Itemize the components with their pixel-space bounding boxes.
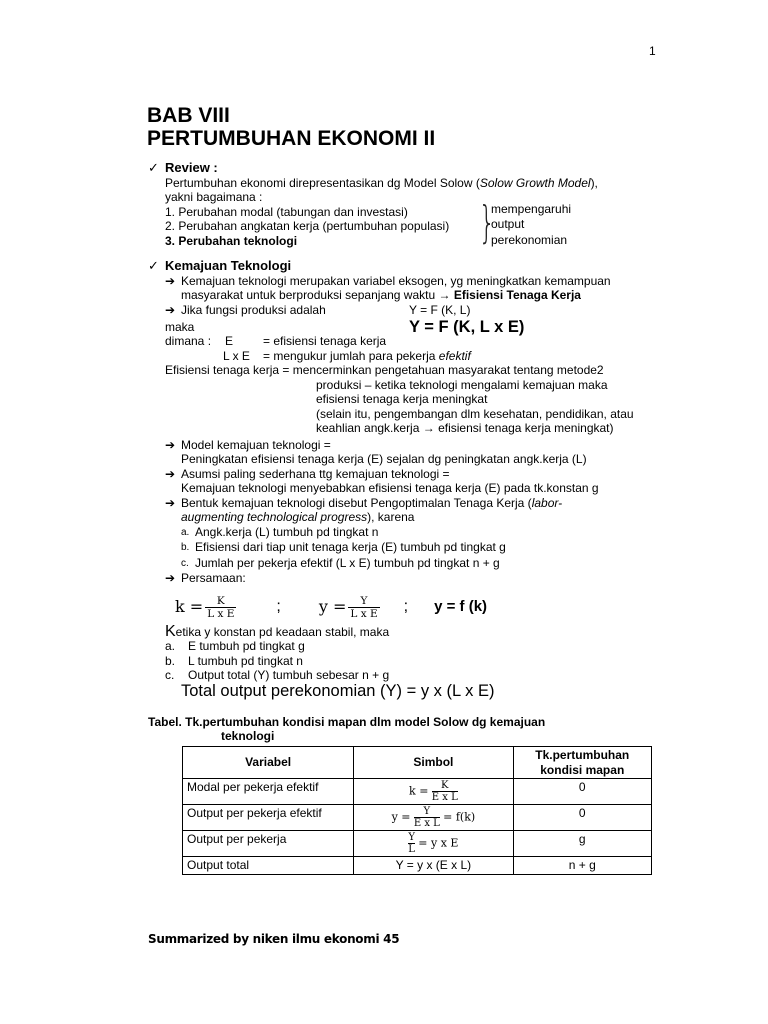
bullet-model	[165, 438, 668, 453]
table-cell-symbol	[354, 831, 513, 857]
review-intro	[165, 176, 668, 191]
bullet-text: Jika fungsi produksi adalah	[181, 302, 326, 317]
def-symbol: L x E	[223, 348, 250, 363]
symbol-fraction	[432, 780, 458, 803]
frac-num: Y	[423, 806, 431, 817]
augmented-production-formula: Y = F (K, L x E)	[409, 317, 525, 336]
equations-row	[165, 590, 668, 626]
total-output-formula: Total output perekonomian (Y) = y x (L x E)	[181, 681, 495, 700]
production-formula: Y = F (K, L)	[409, 302, 471, 317]
review-intro-italic: Solow Growth Model	[479, 175, 591, 190]
symbol-pre: k =	[409, 784, 429, 798]
table-cell: Output total	[183, 857, 354, 875]
caption-line: teknologi	[221, 729, 275, 743]
def-text: = efisiensi tenaga kerja	[263, 334, 387, 348]
table-cell: Output per pekerja	[183, 831, 354, 857]
table-cell-symbol	[354, 779, 513, 805]
arrow-bullet-icon: ➔	[165, 466, 176, 481]
table-caption	[148, 715, 668, 743]
review-intro-line2: yakni bagaimana :	[165, 190, 263, 204]
list-item	[181, 525, 668, 541]
table-cell: 0	[513, 805, 651, 831]
chapter-number: BAB VIII	[147, 104, 230, 127]
ketika-initial: K	[165, 622, 176, 640]
frac-num: Y	[408, 832, 415, 843]
growth-table	[182, 746, 652, 875]
bullet-exogenous-cont	[181, 288, 668, 303]
eff-line: keahlian angk.kerja → efisiensi tenaga kerja meningkat)	[316, 421, 614, 435]
bullet-text: Peningkatan efisiensi tenaga kerja (E) sejalan dg peningkatan angk.kerja (L)	[181, 452, 587, 466]
arrow-bullet-icon: ➔	[165, 571, 176, 585]
list-label: c.	[165, 668, 175, 682]
list-label: a.	[181, 526, 190, 538]
separator: ;	[403, 598, 409, 616]
bentuk-list	[181, 525, 668, 572]
brace-text	[491, 202, 571, 249]
review-intro-text: Pertumbuhan ekonomi direpresentasikan dg Model Solow (	[165, 175, 480, 190]
kemajuan-heading-text: Kemajuan Teknologi	[165, 258, 292, 273]
brace-icon: }	[478, 196, 496, 248]
bullet-bentuk-cont	[181, 510, 668, 525]
symbol-fraction	[408, 832, 415, 855]
bullet-text: Model kemajuan teknologi =	[181, 437, 331, 452]
caption-line: Tabel. Tk.pertumbuhan kondisi mapan dlm model Solow dg kemajuan	[148, 715, 546, 729]
bullet-text: Persamaan:	[181, 571, 246, 585]
table-row	[183, 857, 652, 875]
eq-k-label: k =	[175, 597, 204, 617]
frac-den: L x E	[350, 608, 378, 620]
table-cell: Modal per pekerja efektif	[183, 779, 354, 805]
arrow-bullet-icon: ➔	[165, 302, 176, 317]
bullet-text: Kemajuan teknologi menyebabkan efisiensi tenaga kerja (E) pada tk.konstan g	[181, 481, 599, 495]
maka-text: maka	[165, 319, 195, 334]
eff-line: efisiensi tenaga kerja meningkat	[316, 392, 488, 406]
symbol-post: = y x E	[418, 836, 459, 850]
separator: ;	[276, 598, 281, 616]
ketika-list	[165, 639, 668, 683]
table-row	[183, 805, 652, 831]
bullet-asumsi	[165, 467, 668, 482]
bullet-text: Kemajuan teknologi merupakan variabel eksogen, yg meningkatkan kemampuan	[181, 273, 611, 288]
eq-k-fraction	[205, 595, 236, 620]
dimana-label: dimana :	[165, 334, 212, 348]
efisiensi-definition	[165, 363, 668, 436]
eq-y-fk: y = f (k)	[434, 598, 488, 616]
bullet-text: masyarakat untuk berproduksi sepanjang waktu →	[181, 288, 454, 302]
kemajuan-heading	[148, 259, 668, 274]
table-header: Variabel	[183, 747, 354, 779]
eq-y-fraction	[348, 595, 379, 620]
bullet-exogenous	[165, 274, 668, 289]
table-header: Tk.pertumbuhan kondisi mapan	[513, 747, 651, 779]
table-row	[183, 831, 652, 857]
bullet-italic: labor-	[531, 495, 563, 510]
list-text: Output total (Y) tumbuh sebesar n + g	[188, 668, 390, 682]
eff-line: Efisiensi tenaga kerja = mencerminkan pengetahuan masyarakat tentang metode2	[165, 363, 604, 377]
review-heading-text: Review :	[165, 160, 218, 175]
list-text: L tumbuh pd tingkat n	[188, 653, 303, 668]
chapter-title	[147, 104, 435, 150]
review-item: 2. Perubahan angkatan kerja (pertumbuhan populasi)	[165, 219, 450, 233]
frac-num: K	[440, 780, 449, 791]
table-cell: Output per pekerja efektif	[183, 805, 354, 831]
maka-row	[165, 317, 668, 334]
arrow-bullet-icon: ➔	[165, 273, 176, 288]
list-item	[181, 556, 668, 572]
chapter-name: PERTUMBUHAN EKONOMI II	[147, 127, 436, 150]
eff-line: (selain itu, pengembangan dlm kesehatan, pendidikan, atau	[316, 406, 634, 421]
frac-num: Y	[360, 595, 368, 607]
brace-line: mempengaruhi	[491, 201, 572, 216]
definitions	[165, 334, 668, 363]
review-heading	[148, 161, 668, 176]
page-number: 1	[649, 44, 656, 58]
review-item: 3. Perubahan teknologi	[165, 233, 298, 248]
table-cell: g	[513, 831, 651, 857]
list-text: Efisiensi dari tiap unit tenaga kerja (E) tumbuh pd tingkat g	[195, 540, 506, 554]
review-intro-end: ),	[590, 175, 598, 190]
bullet-text: Bentuk kemajuan teknologi disebut Pengoptimalan Tenaga Kerja (	[181, 495, 532, 510]
review-item: 1. Perubahan modal (tabungan dan investasi)	[165, 204, 408, 219]
eff-line: produksi – ketika teknologi mengalami kemajuan maka	[316, 377, 608, 392]
document-body	[148, 161, 668, 875]
bullet-bentuk	[165, 496, 668, 511]
bullet-italic: augmenting technological progress	[181, 510, 368, 524]
brace-line: output	[491, 217, 525, 231]
ketika-text: etika y konstan pd keadaan stabil, maka	[175, 624, 390, 639]
def-text: = mengukur jumlah para pekerja	[263, 348, 439, 363]
table-cell-symbol	[354, 805, 513, 831]
list-label: c.	[181, 557, 189, 569]
def-text-italic: efektif	[438, 348, 471, 363]
bullet-text: Asumsi paling sederhana ttg kemajuan teknologi =	[181, 466, 450, 481]
bullet-production-fn	[165, 303, 668, 318]
list-label: a.	[165, 639, 176, 653]
bullet-text: ), karena	[367, 510, 415, 524]
list-item	[181, 540, 668, 556]
arrow-bullet-icon: ➔	[165, 437, 176, 452]
list-text: E tumbuh pd tingkat g	[188, 639, 305, 653]
list-item	[165, 668, 668, 683]
table-row	[183, 779, 652, 805]
def-symbol: E	[225, 334, 234, 348]
frac-den: L	[408, 844, 415, 855]
efisiensi-bold: Efisiensi Tenaga Kerja	[453, 288, 581, 302]
list-label: b.	[181, 542, 190, 553]
table-cell: 0	[513, 779, 651, 805]
arrow-bullet-icon: ➔	[165, 495, 176, 510]
ketika-line	[165, 622, 668, 640]
table-cell: Y = y x (E x L)	[354, 857, 513, 875]
list-item	[165, 654, 668, 669]
frac-num: K	[216, 595, 225, 607]
frac-den: E x L	[431, 792, 458, 803]
list-text: Jumlah per pekerja efektif (L x E) tumbuh pd tingkat n + g	[195, 555, 500, 570]
checkmark-icon: ✓	[148, 160, 159, 175]
table-header-row	[183, 747, 652, 779]
checkmark-icon: ✓	[148, 258, 159, 273]
frac-den: E x L	[413, 818, 440, 829]
table-cell: n + g	[513, 857, 651, 875]
list-text: Angk.kerja (L) tumbuh pd tingkat n	[195, 524, 379, 539]
brace-line: perekonomian	[491, 232, 568, 247]
frac-den: L x E	[207, 608, 235, 620]
list-item	[165, 639, 668, 654]
list-label: b.	[165, 653, 176, 668]
bullet-persamaan	[165, 571, 668, 586]
eq-y-label: y =	[318, 597, 347, 617]
symbol-post: = f(k)	[443, 810, 476, 824]
symbol-fraction	[414, 806, 440, 829]
symbol-pre: y =	[391, 810, 411, 824]
table-header: Simbol	[354, 747, 513, 779]
footer-credit: Summarized by niken ilmu ekonomi 45	[148, 932, 400, 946]
